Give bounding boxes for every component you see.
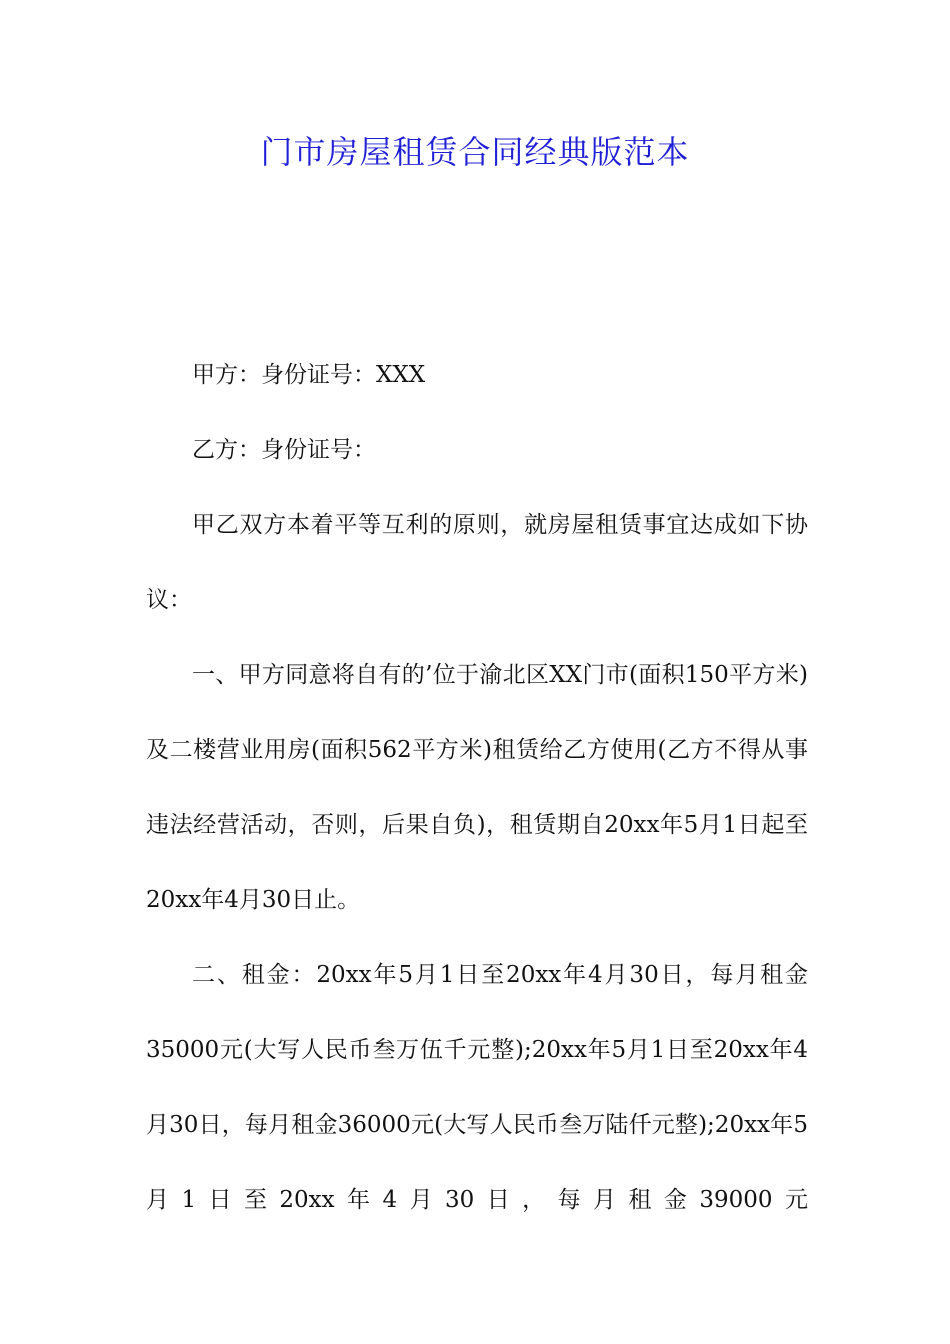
document-title: 门市房屋租赁合同经典版范本 xyxy=(260,133,690,171)
document-body xyxy=(146,338,808,1238)
party-a-line: 甲方：身份证号：XXX xyxy=(192,362,426,388)
clause-2-rent: 二、租金：20xx年5月1日至20xx年4月30日，每月租金35000元(大写人民币叁万伍千元整);20xx年5月1日至20xx年4月30日，每月租金36000元(大写人民币叁万陆仟元整);20xx年5月1日至20xx年4月30日，每月租金39000元 xyxy=(146,962,808,1213)
party-b-line: 乙方：身份证号： xyxy=(192,437,376,463)
agreement-intro: 甲乙双方本着平等互利的原则，就房屋租赁事宜达成如下协议： xyxy=(146,512,808,613)
clause-1-lease-premises: 一、甲方同意将自有的’位于渝北区XX门市(面积150平方米)及二楼营业用房(面积562平方米)租赁给乙方使用(乙方不得从事违法经营活动，否则，后果自负)，租赁期自20xx年5月1日起至20xx年4月30日止。 xyxy=(146,662,808,913)
